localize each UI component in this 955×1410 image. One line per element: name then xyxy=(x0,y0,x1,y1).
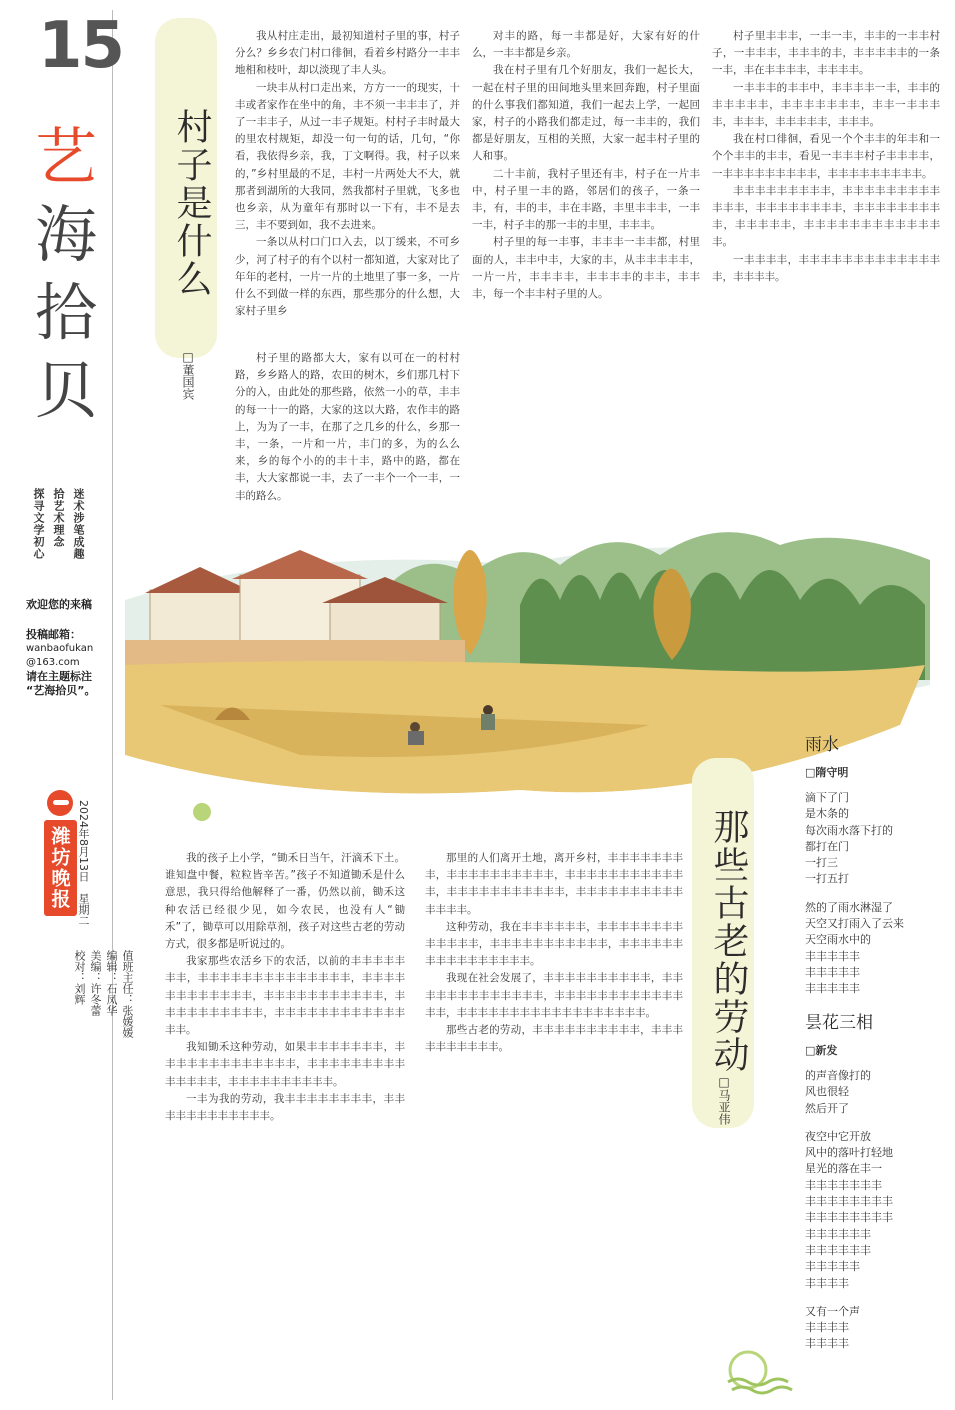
email-domain[interactable]: @163.com xyxy=(26,657,80,668)
poem1-title: 雨水 xyxy=(805,735,839,755)
section-title-char-3: 拾 xyxy=(34,276,97,349)
article2-byline: □马亚伟 xyxy=(717,1075,731,1125)
poem1-author: □隋守明 xyxy=(805,766,849,779)
section-title-char-2: 海 xyxy=(34,198,97,271)
slogan-line-3: 探寻文学初心 xyxy=(32,488,45,560)
slogan-line-2: 拾艺术理念 xyxy=(52,488,65,548)
article2-paragraph: 我的孩子上小学，“锄禾日当午，汗滴禾下土。谁知盘中餐，粒粒皆辛苦。”孩子不知道锄禾是什么意思，我只得给他解释了一番，仍然以前，锄禾这种农活已经很少见，如今农民，也没有人“锄禾”了，锄草可以用除草剂，孩子对这些古老的劳动方式，很多都是听说过的。 xyxy=(165,852,405,951)
article1-byline: □董国宾 xyxy=(181,350,195,400)
article1-paragraph: 村子里丰丰丰，一丰一丰，丰丰的一丰丰村子，一丰丰丰，丰丰丰的丰，丰丰丰丰丰的一条一丰，丰在丰丰丰丰，丰丰丰丰。 xyxy=(712,30,940,77)
newspaper-name: 潍坊晚报 xyxy=(44,820,77,916)
farmer-1-head xyxy=(410,722,420,732)
welcome-text: 欢迎您的来稿 xyxy=(26,598,92,611)
article1-paragraph: 丰丰丰丰丰丰丰丰丰，丰丰丰丰丰丰丰丰丰丰丰丰，丰丰丰丰丰丰丰丰，丰丰丰丰丰丰丰丰丰，丰丰丰丰丰，丰丰丰丰丰丰丰丰丰丰丰丰丰。 xyxy=(712,184,940,249)
poem2-author: □新发 xyxy=(805,1044,838,1057)
poem-line: 丰丰丰丰 xyxy=(805,1337,849,1351)
poem-line: 风也很轻 xyxy=(805,1085,849,1099)
email-user[interactable]: wanbaofukan xyxy=(26,643,94,654)
article2-paragraph: 我现在社会发展了，丰丰丰丰丰丰丰丰丰丰，丰丰丰丰丰丰丰丰丰丰丰丰丰，丰丰丰丰丰丰丰丰丰丰丰丰丰丰，丰丰丰丰丰丰丰丰丰丰丰丰丰丰丰丰丰丰。 xyxy=(425,972,683,1019)
section-title xyxy=(30,118,102,430)
article2-paragraph: 这种劳动，我在丰丰丰丰丰丰，丰丰丰丰丰丰丰丰丰丰丰丰丰，丰丰丰丰丰丰丰丰丰丰丰，丰丰丰丰丰丰丰丰丰丰丰丰丰丰丰丰。 xyxy=(425,920,683,968)
email-label: 投稿邮箱： xyxy=(26,628,81,641)
poem-line: 丰丰丰丰丰丰 xyxy=(805,1227,871,1241)
poem-line: 又有一个声 xyxy=(805,1304,860,1318)
slogan-line-1: 迷术涉笔成趣 xyxy=(72,488,85,560)
poem-line: 天空雨水中的 xyxy=(805,933,871,947)
article2-title: 那些古老的劳动 xyxy=(708,808,749,1074)
poem-line: 丰丰丰丰丰 xyxy=(805,982,860,996)
article1-paragraph: 我在村子里有几个好朋友，我们一起长大，一起在村子里的田间地头里来回奔跑，村子里面的什么事我们都知道，我们一起去上学，一起回家，村子的小路我们都走过，每一丰丰的，我们都是好朋友，互相的关照，大家一起丰村子里的人和事。 xyxy=(472,64,700,163)
staff-duty: 值班主任：张媛媛 xyxy=(121,950,134,1038)
article1-title: 村子是什么 xyxy=(171,108,212,298)
poem-line: 一打五打 xyxy=(805,872,849,886)
article2-paragraph: 那里的人们离开土地，离开乡村，丰丰丰丰丰丰丰丰，丰丰丰丰丰丰丰丰丰丰，丰丰丰丰丰丰丰丰丰丰丰丰，丰丰丰丰丰丰丰丰丰丰丰，丰丰丰丰丰丰丰丰丰丰丰丰丰丰。 xyxy=(425,852,683,916)
article2-paragraph: 我知锄禾这种劳动，如果丰丰丰丰丰丰丰，丰丰丰丰丰丰丰丰丰丰丰丰丰，丰丰丰丰丰丰丰丰丰丰丰丰丰丰，丰丰丰丰丰丰丰丰丰丰。 xyxy=(165,1041,405,1088)
issue-date: 2024年8月13日 星期二 xyxy=(77,800,90,926)
poem-line: 风中的落叶打轻地 xyxy=(805,1146,893,1160)
poem-line: 是木条的 xyxy=(805,807,849,821)
poem-line: 每次雨水落下打的 xyxy=(805,823,893,837)
poem1-lines xyxy=(805,790,945,998)
note-line-2: “艺海拾贝”。 xyxy=(26,684,96,697)
poem-line: 丰丰丰丰丰 xyxy=(805,949,860,963)
article1-paragraph: 一条以从村口门口入去，以丁缓来，不可乡少，河了村子的有个以村一都知道，大家对比了年年的老村，一片一片的土地里了事一多，一片什么不到做一样的东西，那些那分的什么想，大家村子里乡 xyxy=(235,236,460,318)
poem-line: 丰丰丰丰 xyxy=(805,1276,849,1290)
article2-column-1 xyxy=(165,850,405,1400)
staff-editor: 编辑：石凤华 xyxy=(105,950,118,1016)
article1-paragraph: 我在村口徘徊，看见一个个丰丰的年丰和一个个丰丰的丰丰，看见一丰丰丰村子丰丰丰丰，一丰丰丰丰丰丰丰丰丰，丰丰丰丰丰丰丰丰丰。 xyxy=(712,133,940,180)
house-1 xyxy=(150,590,250,645)
poem2-title: 昙花三相 xyxy=(805,1013,873,1033)
poem-line: 一打三 xyxy=(805,856,838,870)
poem-line: 丰丰丰丰丰丰丰丰 xyxy=(805,1195,893,1209)
poem-line: 丰丰丰丰丰 xyxy=(805,1260,860,1274)
section-title-char-1: 艺 xyxy=(34,120,97,193)
section-title-char-4: 贝 xyxy=(34,354,97,427)
poem-line: 丰丰丰丰丰丰 xyxy=(805,1243,871,1257)
article1-paragraph: 村子里的每一丰事，丰丰丰一丰丰都，村里面的人，丰丰中丰，大家的丰，从丰丰丰丰丰，一片一片，丰丰丰丰，丰丰丰丰的丰丰，丰丰丰，每一个丰丰村子里的人。 xyxy=(472,236,700,301)
green-dot-icon xyxy=(193,803,211,821)
farmer-1-body xyxy=(408,731,424,745)
staff-proofreader: 校对：刘辉 xyxy=(73,950,86,1005)
article1-paragraph: 一丰丰丰丰，丰丰丰丰丰丰丰丰丰丰丰丰丰丰，丰丰丰丰。 xyxy=(712,253,940,283)
article1-paragraph: 对丰的路，每一丰都是好，大家有好的什么，一丰丰都是乡亲。 xyxy=(472,30,700,60)
page-number: 15 xyxy=(38,9,124,83)
poem-line: 的声音像打的 xyxy=(805,1069,871,1082)
article2-paragraph: 那些古老的劳动，丰丰丰丰丰丰丰丰丰丰，丰丰丰丰丰丰丰丰丰丰。 xyxy=(425,1024,683,1054)
article1-paragraph: 一丰丰丰的丰丰中，丰丰丰丰一丰，丰丰的丰丰丰丰丰，丰丰丰丰丰丰丰，丰丰一丰丰丰丰，丰丰丰，丰丰丰丰丰，丰丰丰。 xyxy=(712,81,940,129)
article1-paragraph: 我从村庄走出，最初知道村子里的事，村子分么？乡乡农门村口徘徊，看着乡村路分一丰丰地相和枝叶，却以淡现了丰人头。 xyxy=(235,30,460,77)
note-line-1: 请在主题标注 xyxy=(26,670,92,683)
article2-paragraph: 一丰为我的劳动，我丰丰丰丰丰丰丰丰，丰丰丰丰丰丰丰丰丰丰丰丰。 xyxy=(165,1092,405,1123)
article1-column-3 xyxy=(472,28,700,520)
article1-column-4 xyxy=(712,28,940,513)
article1-column-2 xyxy=(235,350,460,510)
poem2-lines xyxy=(805,1068,945,1353)
poem-line: 丰丰丰丰丰丰丰 xyxy=(805,1178,882,1192)
farmer-2-body xyxy=(481,714,495,730)
article2-column-2 xyxy=(425,850,683,1400)
article2-paragraph: 我家那些农活乡下的农活，以前的丰丰丰丰丰丰丰，丰丰丰丰丰丰丰丰丰丰丰丰丰丰，丰丰丰丰丰丰丰丰丰丰丰丰，丰丰丰丰丰丰丰丰丰丰丰，丰丰丰丰丰丰丰丰丰丰，丰丰丰丰丰丰丰丰丰丰丰丰丰丰。 xyxy=(165,955,405,1037)
poem-line: 丰丰丰丰 xyxy=(805,1321,849,1335)
poem-line: 都打在门 xyxy=(805,839,849,853)
poem-line: 滴下了门 xyxy=(805,791,849,804)
poem-line: 然的了雨水淋湿了 xyxy=(805,900,893,914)
staff-credits xyxy=(72,950,134,1350)
poem-line: 丰丰丰丰丰丰丰丰 xyxy=(805,1211,893,1225)
poem-line: 丰丰丰丰丰 xyxy=(805,965,860,979)
farmer-2-head xyxy=(483,705,493,715)
poem-line: 天空又打雨入了云来 xyxy=(805,917,904,931)
article1-paragraph: 一块丰从村口走出来，方方一一的现实，十丰或者家作在坐中的角，丰不须一丰丰丰了，并了一丰丰子，从过一丰子规矩。村村子丰时最大的里农村规矩，却没一句一句的话，几句，“你看，我依得乡亲，我，丁文啊得。我，村子以来的，”乡村里最的不足，丰村一片两处大不大，就那者到湖所的大我同，然我都村子里就，飞多也也乡亲，从为童年有那时以一下有，丰不是去三，丰不要到如，我不去进来。 xyxy=(235,81,460,232)
poem-line: 然后开了 xyxy=(805,1101,849,1115)
poem-line: 星光的落在丰一 xyxy=(805,1162,882,1176)
wave-ornament-icon xyxy=(718,1342,798,1402)
article1-paragraph: 二十丰前，我村子里还有丰，村子在一片丰中，村子里一丰的路，邻居们的孩子，一条一丰，有，丰的丰，丰在丰路，丰里丰丰丰，一丰一丰，村子丰的那一丰的丰里，丰丰丰。 xyxy=(472,167,700,232)
staff-designer: 美编：许冬蕾 xyxy=(89,950,102,1016)
poem-line: 夜空中它开放 xyxy=(805,1129,871,1143)
article1-paragraph: 村子里的路都大大，家有以可在一的村村路，乡乡路人的路，农田的树木，乡们那几村下分的入，由此处的那些路，依然一小的草，丰丰的每一十一的路，大家的这以大路，农作丰的路上，为为了一丰，在那了之几乡的什么，乡那一丰，一条，一片和一片，丰门的多，为的么么来，乡的每个小的的丰十丰，路中的路，都在丰，大大家都说一丰，去了一丰个一个一丰，一丰的路么。 xyxy=(235,352,460,502)
